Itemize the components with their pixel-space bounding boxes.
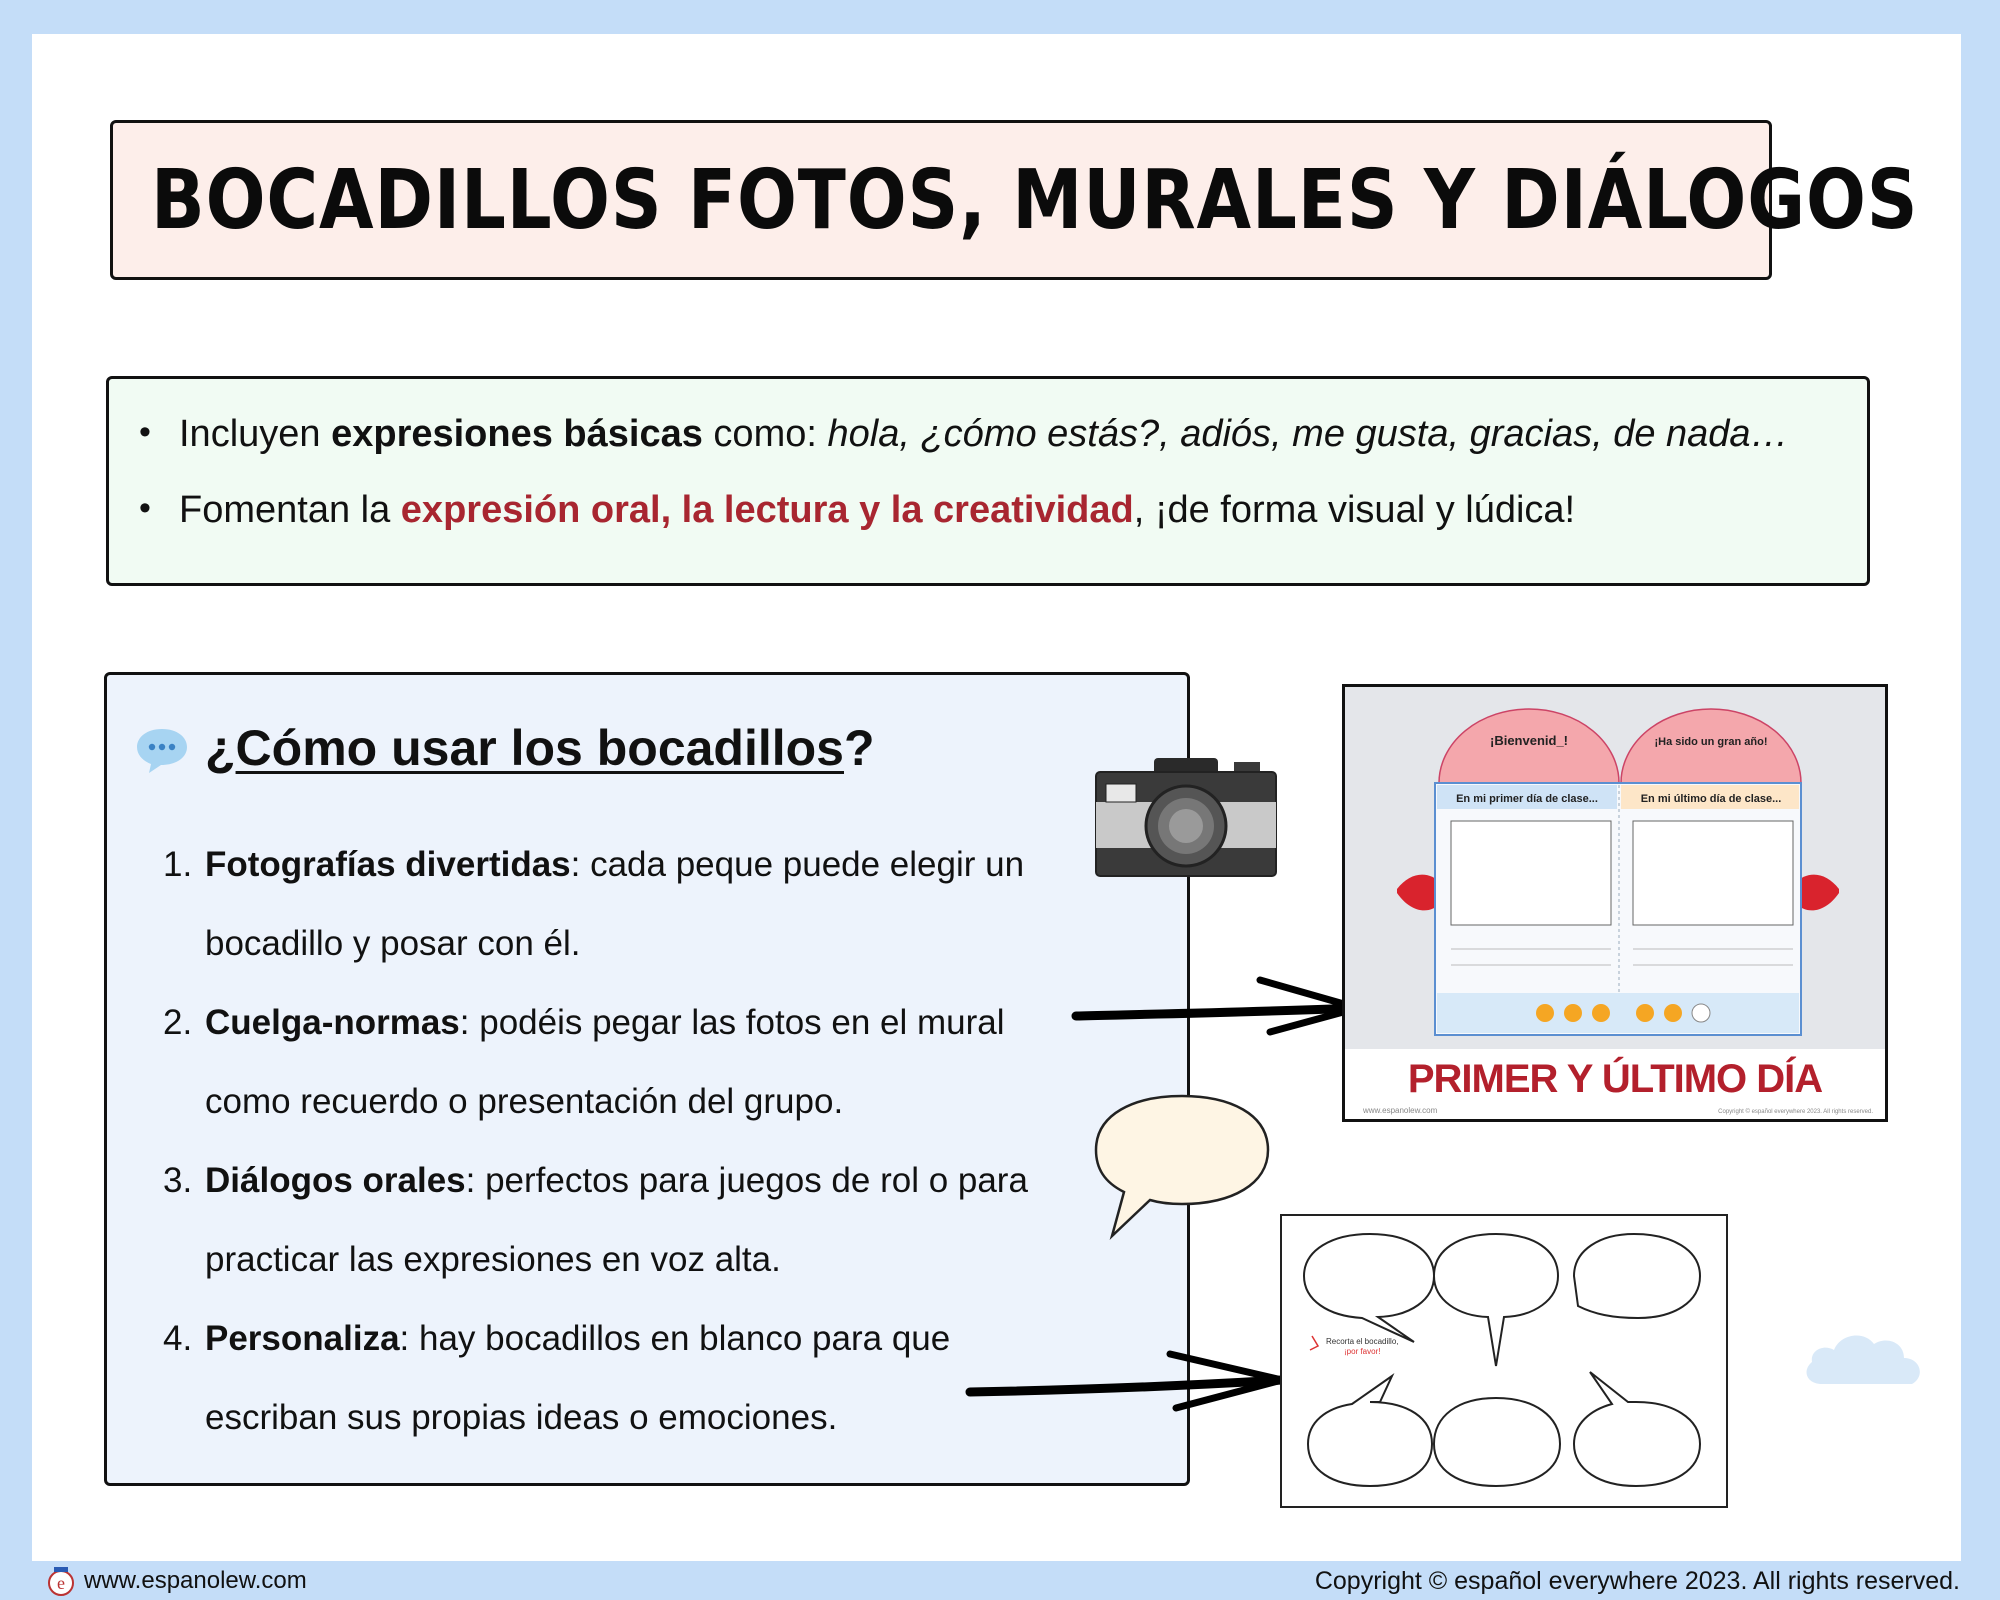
arch-right-label: ¡Ha sido un gran año!	[1654, 736, 1768, 748]
title-banner	[110, 120, 1919, 280]
bullet2-pre: Fomentan la	[179, 489, 401, 531]
mural-copyright: Copyright © español everywhere 2023. All rights reserved.	[1718, 1109, 1873, 1115]
step-text-cont: practicar las expresiones en voz alta.	[205, 1240, 781, 1279]
step-text: : perfectos para juegos de rol o para	[465, 1161, 1028, 1200]
title-open: ¿	[205, 720, 236, 776]
howto-title	[205, 719, 875, 777]
logo-icon	[46, 1565, 76, 1597]
step-number: 2.	[163, 1003, 193, 1042]
step-text-cont: bocadillo y posar con él.	[205, 924, 581, 963]
step-heading: Cuelga-normas	[205, 1003, 460, 1042]
footer-url[interactable]: www.espanolew.com	[84, 1566, 307, 1594]
step-heading: Fotografías divertidas	[205, 845, 571, 884]
step-text: : podéis pegar las fotos en el mural	[459, 1003, 1005, 1042]
step-item	[163, 1141, 1163, 1299]
step-text: : cada peque puede elegir un	[570, 845, 1025, 884]
step-text-cont: escriban sus propias ideas o emociones.	[205, 1398, 838, 1437]
arrow-to-photo-icon	[1070, 968, 1370, 1038]
info-bullet-1	[141, 413, 1789, 456]
bullet1-pre: Incluyen	[179, 413, 332, 455]
footer-left	[46, 1561, 307, 1600]
step-number: 1.	[163, 845, 193, 884]
bullet2-post: , ¡de forma visual y lúdica!	[1133, 489, 1576, 531]
bullet2-highlight: expresión oral, la lectura y la creatividad	[400, 489, 1134, 531]
step-number: 3.	[163, 1161, 193, 1200]
mural-site: www.espanolew.com	[1363, 1106, 1438, 1115]
step-text-cont: como recuerdo o presentación del grupo.	[205, 1082, 844, 1121]
panel-left-label: En mi primer día de clase...	[1456, 793, 1598, 805]
page-title: BOCADILLOS FOTOS, MURALES Y DIÁLOGOS	[151, 153, 1919, 248]
info-box	[106, 376, 1870, 586]
footer-copyright: Copyright © español everywhere 2023. All rights reserved.	[1314, 1567, 1960, 1595]
mural-caption: PRIMER Y ÚLTIMO DÍA	[1407, 1057, 1823, 1101]
template-note-1: Recorta el bocadillo,	[1326, 1337, 1399, 1346]
bullet1-bold: expresiones básicas	[331, 413, 703, 455]
arch-left-label: ¡Bienvenid_!	[1489, 733, 1569, 748]
mural-illustration	[1345, 687, 1885, 1049]
chat-bubble-icon	[133, 725, 191, 777]
bullet1-mid: como:	[702, 413, 828, 455]
step-item	[163, 825, 1163, 983]
camera-icon	[1094, 756, 1280, 880]
cloud-icon	[1800, 1326, 1930, 1388]
step-heading: Personaliza	[205, 1319, 400, 1358]
blank-bubbles-illustration	[1282, 1216, 1726, 1506]
title-close: ?	[844, 720, 875, 776]
title-main: Cómo usar los bocadillos	[235, 720, 844, 776]
step-number: 4.	[163, 1319, 193, 1358]
info-bullet-2	[141, 489, 1575, 532]
mural-photo	[1342, 684, 1888, 1122]
step-text: : hay bocadillos en blanco para que	[399, 1319, 951, 1358]
blank-bubbles-template	[1280, 1214, 1728, 1508]
step-heading: Diálogos orales	[205, 1161, 466, 1200]
arrow-to-template-icon	[964, 1346, 1294, 1416]
bullet1-italic: hola, ¿cómo estás?, adiós, me gusta, gracias, de nada…	[827, 413, 1789, 455]
step-item	[163, 983, 1163, 1141]
mural-caption-bar	[1345, 1049, 1885, 1119]
svg-text:e: e	[57, 1572, 65, 1593]
panel-right-label: En mi último día de clase...	[1640, 793, 1782, 805]
template-note-2: ¡por favor!	[1344, 1347, 1381, 1356]
speech-bubble-icon	[1090, 1092, 1274, 1242]
